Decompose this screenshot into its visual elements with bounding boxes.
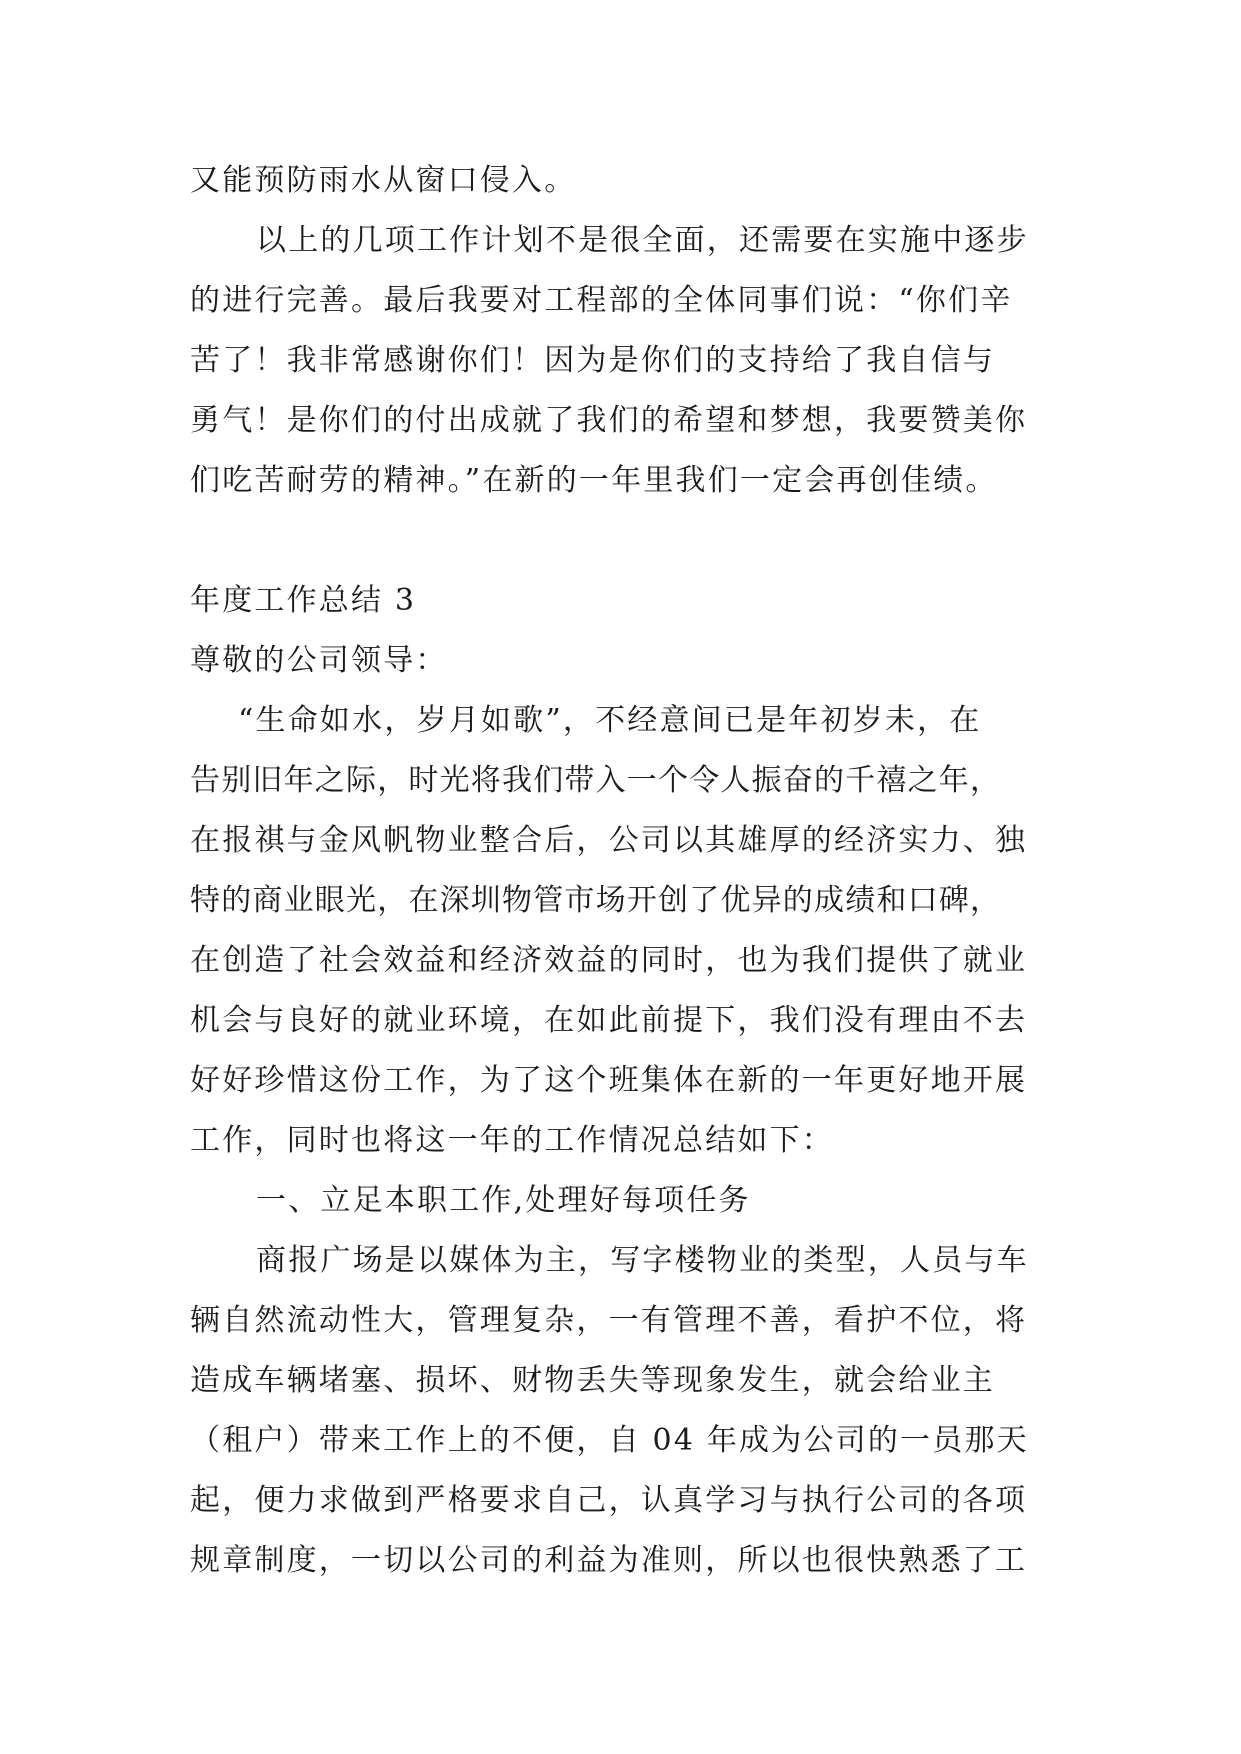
text-line: “生命如水，岁月如歌”，不经意间已是年初岁未，在 bbox=[238, 703, 982, 738]
blank-line bbox=[190, 511, 1060, 571]
text-line: 机会与良好的就业环境，在如此前提下，我们没有理由不去 bbox=[190, 1003, 1028, 1038]
text-line: 辆自然流动性大，管理复杂，一有管理不善，看护不位，将 bbox=[190, 1303, 1028, 1338]
text-line: 苦了！我非常感谢你们！因为是你们的支持给了我自信与 bbox=[190, 343, 995, 378]
text-line: 的进行完善。最后我要对工程部的全体同事们说：“你们辛 bbox=[190, 283, 1013, 318]
text-line: 特的商业眼光，在深圳物管市场开创了优异的成绩和口碑， bbox=[190, 883, 1002, 918]
text-line: 好好珍惜这份工作，为了这个班集体在新的一年更好地开展 bbox=[190, 1063, 1028, 1098]
text-line: 又能预防雨水从窗口侵入。 bbox=[190, 163, 577, 198]
text-line: 告别旧年之际，时光将我们带入一个令人振奋的千禧之年， bbox=[190, 763, 1002, 798]
text-line: 规章制度，一切以公司的利益为准则，所以也很快熟悉了工 bbox=[190, 1543, 1028, 1578]
text-line: 造成车辆堵塞、损坏、财物丢失等现象发生，就会给业主 bbox=[190, 1363, 995, 1398]
text-line: （租户）带来工作上的不便，自 04 年成为公司的一员那天 bbox=[190, 1423, 1029, 1458]
text-line: 们吃苦耐劳的精神。”在新的一年里我们一定会再创佳绩。 bbox=[190, 463, 998, 498]
text-line: 在创造了社会效益和经济效益的同时，也为我们提供了就业 bbox=[190, 943, 1028, 978]
text-line: 以上的几项工作计划不是很全面，还需要在实施中逐步 bbox=[256, 223, 1029, 258]
text-line: 商报广场是以媒体为主，写字楼物业的类型，人员与车 bbox=[256, 1243, 1029, 1278]
document-body bbox=[190, 151, 1060, 1591]
subheading: 一、立足本职工作,处理好每项任务 bbox=[256, 1183, 751, 1218]
text-line: 起，便力求做到严格要求自己，认真学习与执行公司的各项 bbox=[190, 1483, 1028, 1518]
salutation: 尊敬的公司领导： bbox=[190, 643, 448, 678]
section-title: 年度工作总结 3 bbox=[190, 583, 417, 618]
text-line: 在报祺与金风帆物业整合后，公司以其雄厚的经济实力、独 bbox=[190, 823, 1028, 858]
text-line: 勇气！是你们的付出成就了我们的希望和梦想，我要赞美你 bbox=[190, 403, 1028, 438]
text-line: 工作，同时也将这一年的工作情况总结如下： bbox=[190, 1123, 834, 1158]
